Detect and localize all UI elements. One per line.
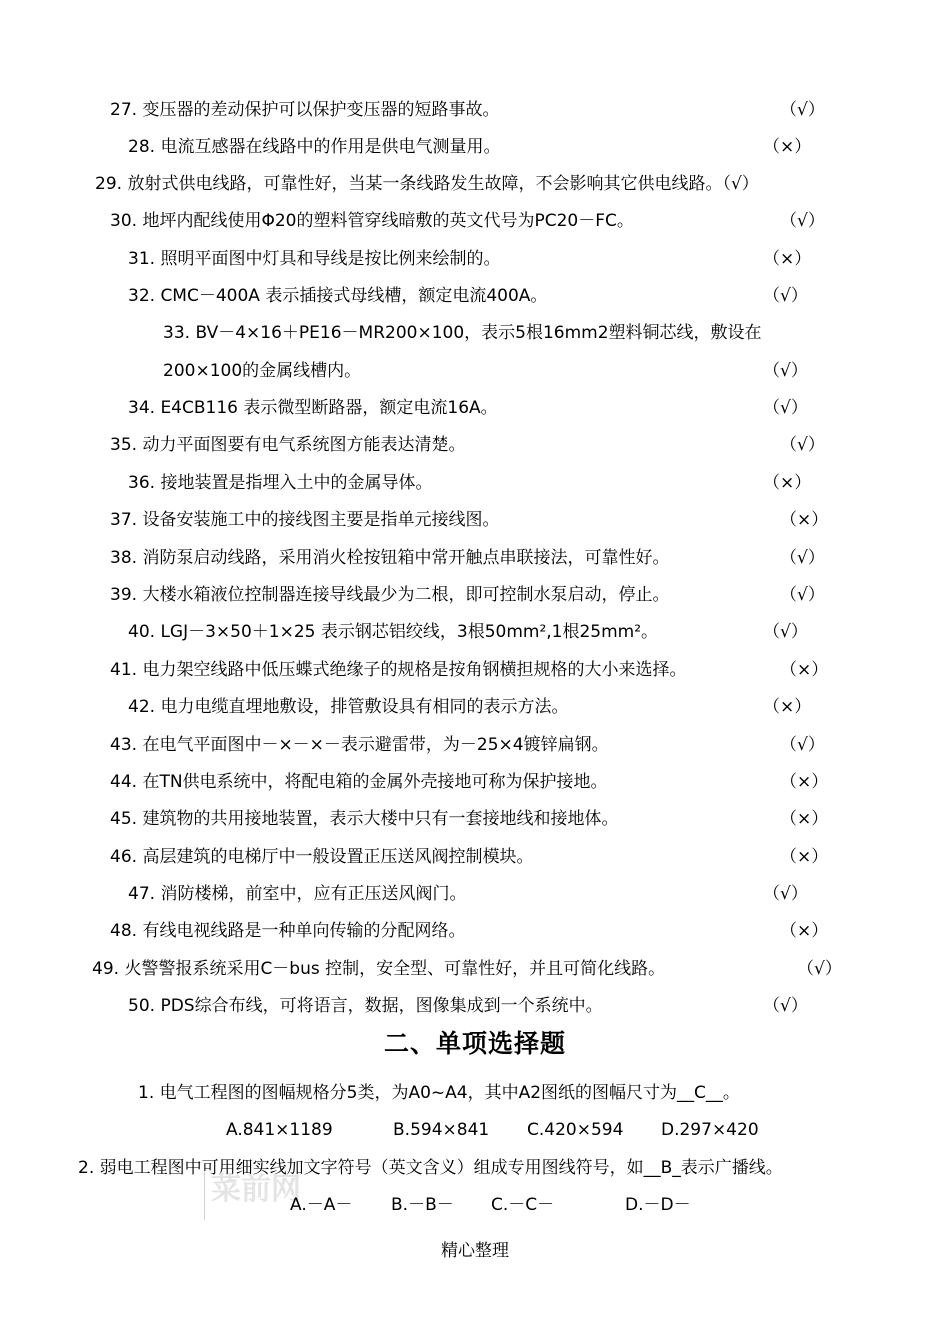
item-43-mark: （√） [780,735,825,755]
item-49-mark: （√） [797,959,842,979]
question-1-option-d: D.297×420 [661,1120,759,1140]
item-40-text: 40. LGJ－3×50＋1×25 表示钢芯铝绞线，3根50mm²,1根25mm²。 [128,622,659,642]
item-27-mark: （√） [780,100,825,120]
item-33-text: 33. BV－4×16＋PE16－MR200×100，表示5根16mm2塑料铜芯线，敷设在 [163,323,762,343]
item-30-mark: （√） [780,211,825,231]
item-30-text: 30. 地坪内配线使用Φ20的塑料管穿线暗敷的英文代号为PC20－FC。 [110,211,634,231]
question-1-option-b: B.594×841 [393,1120,490,1140]
item-37-text: 37. 设备安装施工中的接线图主要是指单元接线图。 [110,510,500,530]
item-35-mark: （√） [780,435,825,455]
item-47-text: 47. 消防楼梯，前室中，应有正压送风阀门。 [128,884,467,904]
item-39-text: 39. 大楼水箱液位控制器连接导线最少为二根，即可控制水泵启动，停止。 [110,585,670,605]
item-27-text: 27. 变压器的差动保护可以保护变压器的短路事故。 [110,100,500,120]
item-49-text: 49. 火警警报系统采用C－bus 控制，安全型、可靠性好，并且可简化线路。 [92,959,666,979]
item-45-mark: （×） [780,809,829,829]
item-38-mark: （√） [780,548,825,568]
item-33-cont-text: 200×100的金属线槽内。 [163,361,362,381]
item-31-mark: （×） [763,249,812,269]
page-footer: 精心整理 [441,1241,509,1261]
item-42-mark: （×） [763,697,812,717]
section-title: 二、单项选择题 [383,1029,566,1058]
question-2-option-c: C.－C－ [491,1195,555,1215]
question-2-option-a: A.－A－ [290,1195,353,1215]
item-46-text: 46. 高层建筑的电梯厅中一般设置正压送风阀控制模块。 [110,847,534,867]
item-50-mark: （√） [763,996,808,1016]
item-41-text: 41. 电力架空线路中低压蝶式绝缘子的规格是按角钢横担规格的大小来选择。 [110,660,687,680]
item-46-mark: （×） [780,847,829,867]
item-36-text: 36. 接地装置是指埋入土中的金属导体。 [128,473,433,493]
item-35-text: 35. 动力平面图要有电气系统图方能表达清楚。 [110,435,466,455]
item-44-mark: （×） [780,772,829,792]
item-34-text: 34. E4CB116 表示微型断路器，额定电流16A。 [128,398,498,418]
item-44-text: 44. 在TN供电系统中，将配电箱的金属外壳接地可称为保护接地。 [110,772,608,792]
item-39-mark: （√） [780,585,825,605]
item-32-text: 32. CMC－400A 表示插接式母线槽，额定电流400A。 [128,286,548,306]
item-48-text: 48. 有线电视线路是一种单向传输的分配网络。 [110,921,466,941]
item-29-text: 29. 放射式供电线路，可靠性好，当某一条线路发生故障，不会影响其它供电线路。（√） [95,174,759,194]
question-1-option-a: A.841×1189 [226,1120,333,1140]
question-2-option-d: D.－D－ [625,1195,691,1215]
item-34-mark: （√） [763,398,808,418]
question-1-option-c: C.420×594 [527,1120,624,1140]
item-47-mark: （√） [763,884,808,904]
item-33-mark: （√） [763,361,808,381]
item-50-text: 50. PDS综合布线，可将语言，数据，图像集成到一个系统中。 [128,996,603,1016]
question-1-text: 1. 电气工程图的图幅规格分5类，为A0~A4，其中A2图纸的图幅尺寸为__C__。 [138,1083,740,1103]
item-40-mark: （√） [763,622,808,642]
item-37-mark: （×） [780,510,829,530]
watermark-text: 菜前网 [211,1172,301,1207]
question-2-text: 2. 弱电工程图中可用细实线加文字符号（英文含义）组成专用图线符号，如__B_表示广播线。 [78,1158,783,1178]
item-45-text: 45. 建筑物的共用接地装置，表示大楼中只有一套接地线和接地体。 [110,809,619,829]
item-28-mark: （×） [763,137,812,157]
item-43-text: 43. 在电气平面图中－×－×－表示避雷带，为－25×4镀锌扁钢。 [110,735,609,755]
question-2-option-b: B.－B－ [391,1195,454,1215]
item-32-mark: （√） [763,286,808,306]
item-38-text: 38. 消防泵启动线路，采用消火栓按钮箱中常开触点串联接法，可靠性好。 [110,548,670,568]
item-28-text: 28. 电流互感器在线路中的作用是供电气测量用。 [128,137,501,157]
item-41-mark: （×） [780,660,829,680]
item-31-text: 31. 照明平面图中灯具和导线是按比例来绘制的。 [128,249,501,269]
item-42-text: 42. 电力电缆直埋地敷设，排管敷设具有相同的表示方法。 [128,697,569,717]
item-36-mark: （×） [763,473,812,493]
item-48-mark: （×） [780,921,829,941]
